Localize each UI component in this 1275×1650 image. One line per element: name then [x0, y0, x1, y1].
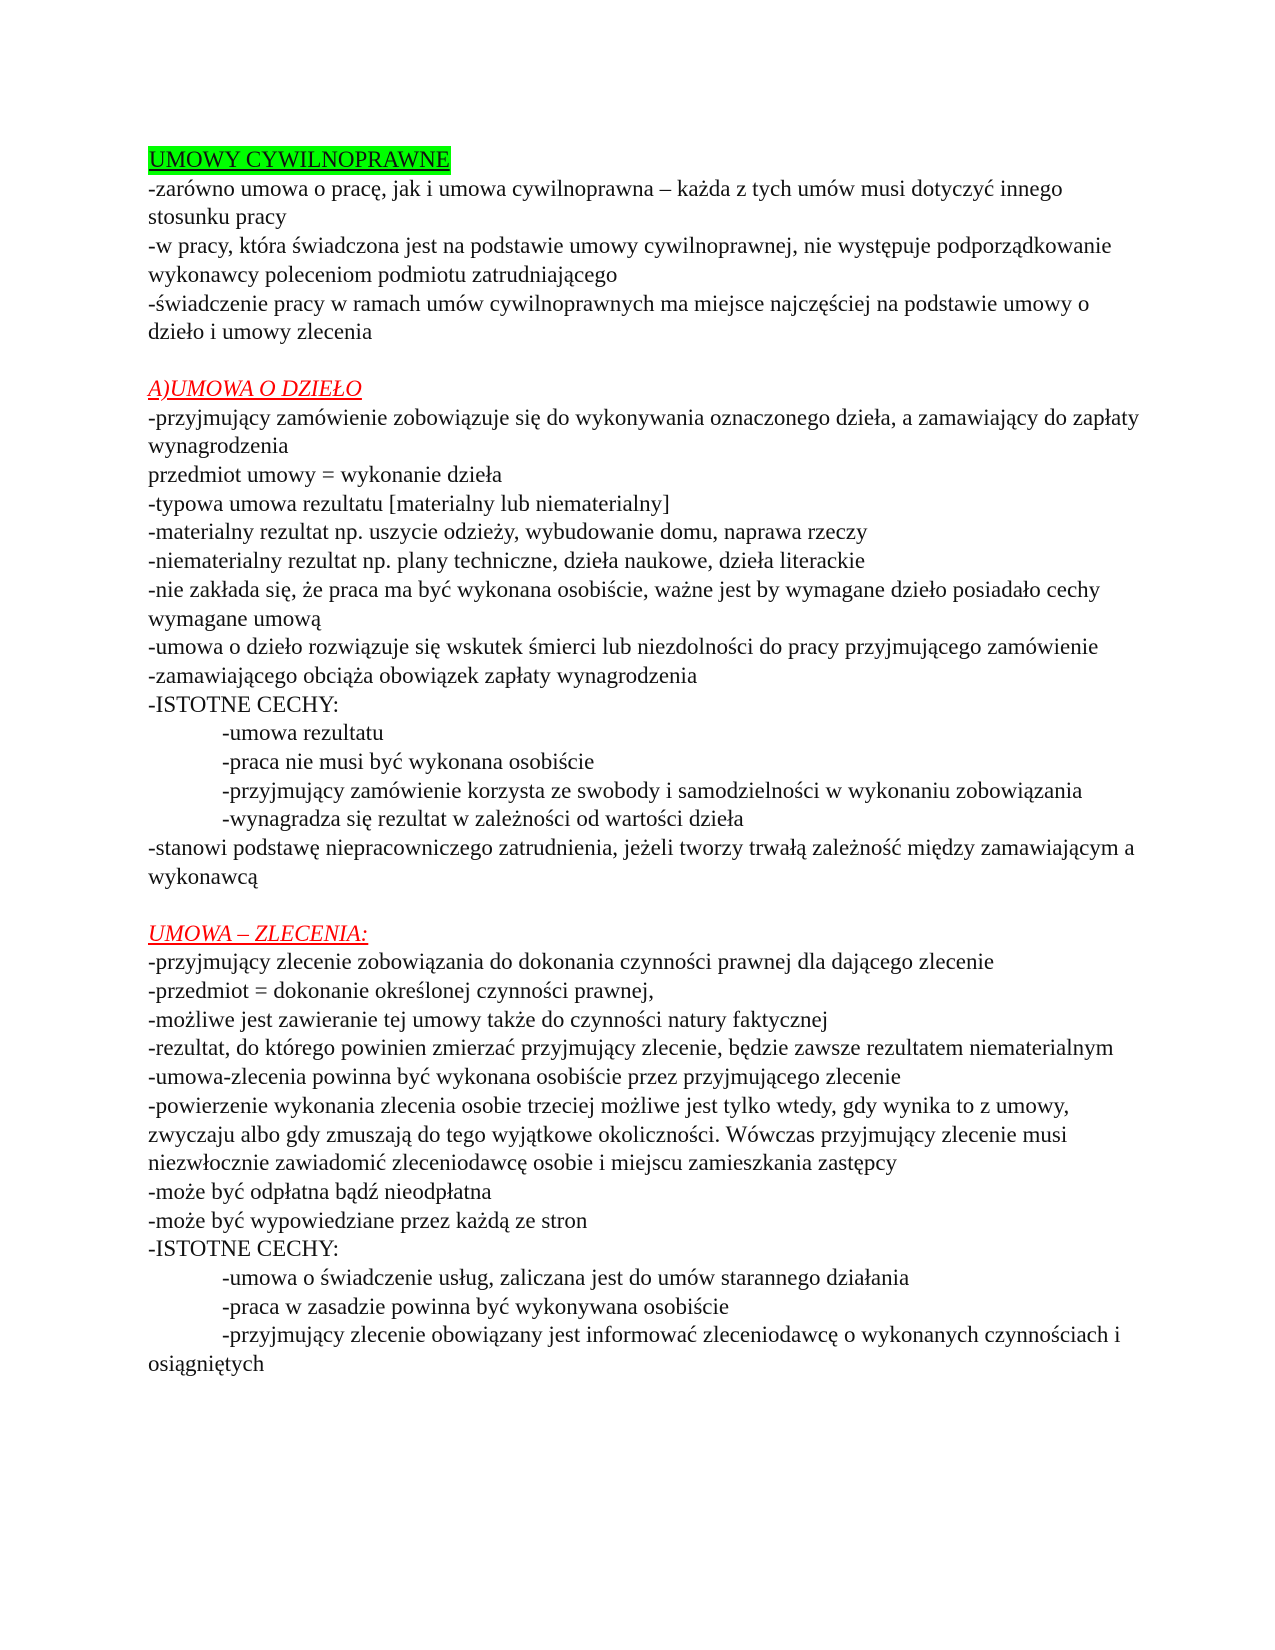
section-b-line-6: -powierzenie wykonania zlecenia osobie trzeciej możliwe jest tylko wtedy, gdy wynika to z umowy, zwyczaju albo gdy zmuszają do tego wyjątkowe okoliczności. Wówczas przyjmujący zlecenie musi niezwłocznie zawiadomić zleceniodawcę osobie i miejscu zamieszkania zastępcy — [148, 1092, 1070, 1176]
section-b-line-1: -przyjmujący zlecenie zobowiązania do dokonania czynności prawnej dla dającego zlecenie — [148, 949, 995, 975]
section-a-heading: A)UMOWA O DZIEŁO — [148, 375, 362, 401]
section-b-feature-2: -praca w zasadzie powinna być wykonywana osobiście — [222, 1293, 730, 1319]
section-b-line-2: -przedmiot = dokonanie określonej czynności prawnej, — [148, 977, 655, 1003]
intro-paragraph-2: -w pracy, która świadczona jest na podstawie umowy cywilnoprawnej, nie występuje podporządkowanie wykonawcy poleceniom podmiotu zatrudniającego — [148, 233, 1112, 287]
section-a-line-1: -przyjmujący zamówienie zobowiązuje się do wykonywania oznaczonego dzieła, a zamawiający do zapłaty wynagrodzenia — [148, 404, 1140, 459]
section-b-line-5: -umowa-zlecenia powinna być wykonana osobiście przez przyjmującego zlecenie — [148, 1064, 901, 1090]
document-page — [148, 146, 1148, 1379]
section-b-features-label: -ISTOTNE CECHY: — [148, 1236, 340, 1262]
section-a-line-6: -nie zakłada się, że praca ma być wykonana osobiście, ważne jest by wymagane dzieło posiadało cechy wymagane umową — [148, 576, 1101, 631]
section-a-feature-2: -praca nie musi być wykonana osobiście — [222, 749, 595, 775]
section-b-heading: UMOWA – ZLECENIA: — [148, 920, 369, 946]
section-a-features-label: -ISTOTNE CECHY: — [148, 691, 340, 717]
intro-paragraph-1: -zarówno umowa o pracę, jak i umowa cywilnoprawna – każda z tych umów musi dotyczyć innego stosunku pracy — [148, 175, 1063, 230]
section-b-line-7: -może być odpłatna bądź nieodpłatna — [148, 1178, 492, 1204]
section-a-closing: -stanowi podstawę niepracowniczego zatrudnienia, jeżeli tworzy trwałą zależność między zamawiającym a wykonawcą — [148, 835, 1135, 889]
section-b-feature-1: -umowa o świadczenie usług, zaliczana jest do umów starannego działania — [222, 1265, 910, 1291]
section-a-feature-1: -umowa rezultatu — [222, 720, 384, 746]
section-a-line-3: -typowa umowa rezultatu [materialny lub niematerialny] — [148, 490, 670, 516]
section-b-line-8: -może być wypowiedziane przez każdą ze stron — [148, 1207, 588, 1233]
section-a-line-5: -niematerialny rezultat np. plany techniczne, dzieła naukowe, dzieła literackie — [148, 548, 866, 574]
section-a-line-2: przedmiot umowy = wykonanie dzieła — [148, 462, 503, 488]
section-spacer — [148, 347, 1148, 375]
section-spacer — [148, 892, 1148, 920]
section-b-line-3: -możliwe jest zawieranie tej umowy także do czynności natury faktycznej — [148, 1006, 829, 1032]
intro-paragraph-3: -świadczenie pracy w ramach umów cywilnoprawnych ma miejsce najczęściej na podstawie umowy o dzieło i umowy zlecenia — [148, 290, 1090, 345]
section-b-line-4: -rezultat, do którego powinien zmierzać przyjmujący zlecenie, będzie zawsze rezultatem niematerialnym — [148, 1035, 1114, 1061]
section-a-feature-4: -wynagradza się rezultat w zależności od wartości dzieła — [222, 806, 744, 832]
section-b-feature-3: -przyjmujący zlecenie obowiązany jest informować zleceniodawcę o wykonanych czynnościach i osiągniętych — [148, 1322, 1121, 1377]
section-a-feature-3: -przyjmujący zamówienie korzysta ze swobody i samodzielności w wykonaniu zobowiązania — [222, 777, 1083, 803]
section-a-line-4: -materialny rezultat np. uszycie odzieży, wybudowanie domu, naprawa rzeczy — [148, 519, 868, 545]
document-title-line — [148, 146, 1148, 175]
section-a-line-7: -umowa o dzieło rozwiązuje się wskutek śmierci lub niezdolności do pracy przyjmującego zamówienie — [148, 634, 1099, 660]
document-title: UMOWY CYWILNOPRAWNE — [148, 146, 451, 175]
section-a-line-8: -zamawiającego obciąża obowiązek zapłaty wynagrodzenia — [148, 662, 698, 688]
